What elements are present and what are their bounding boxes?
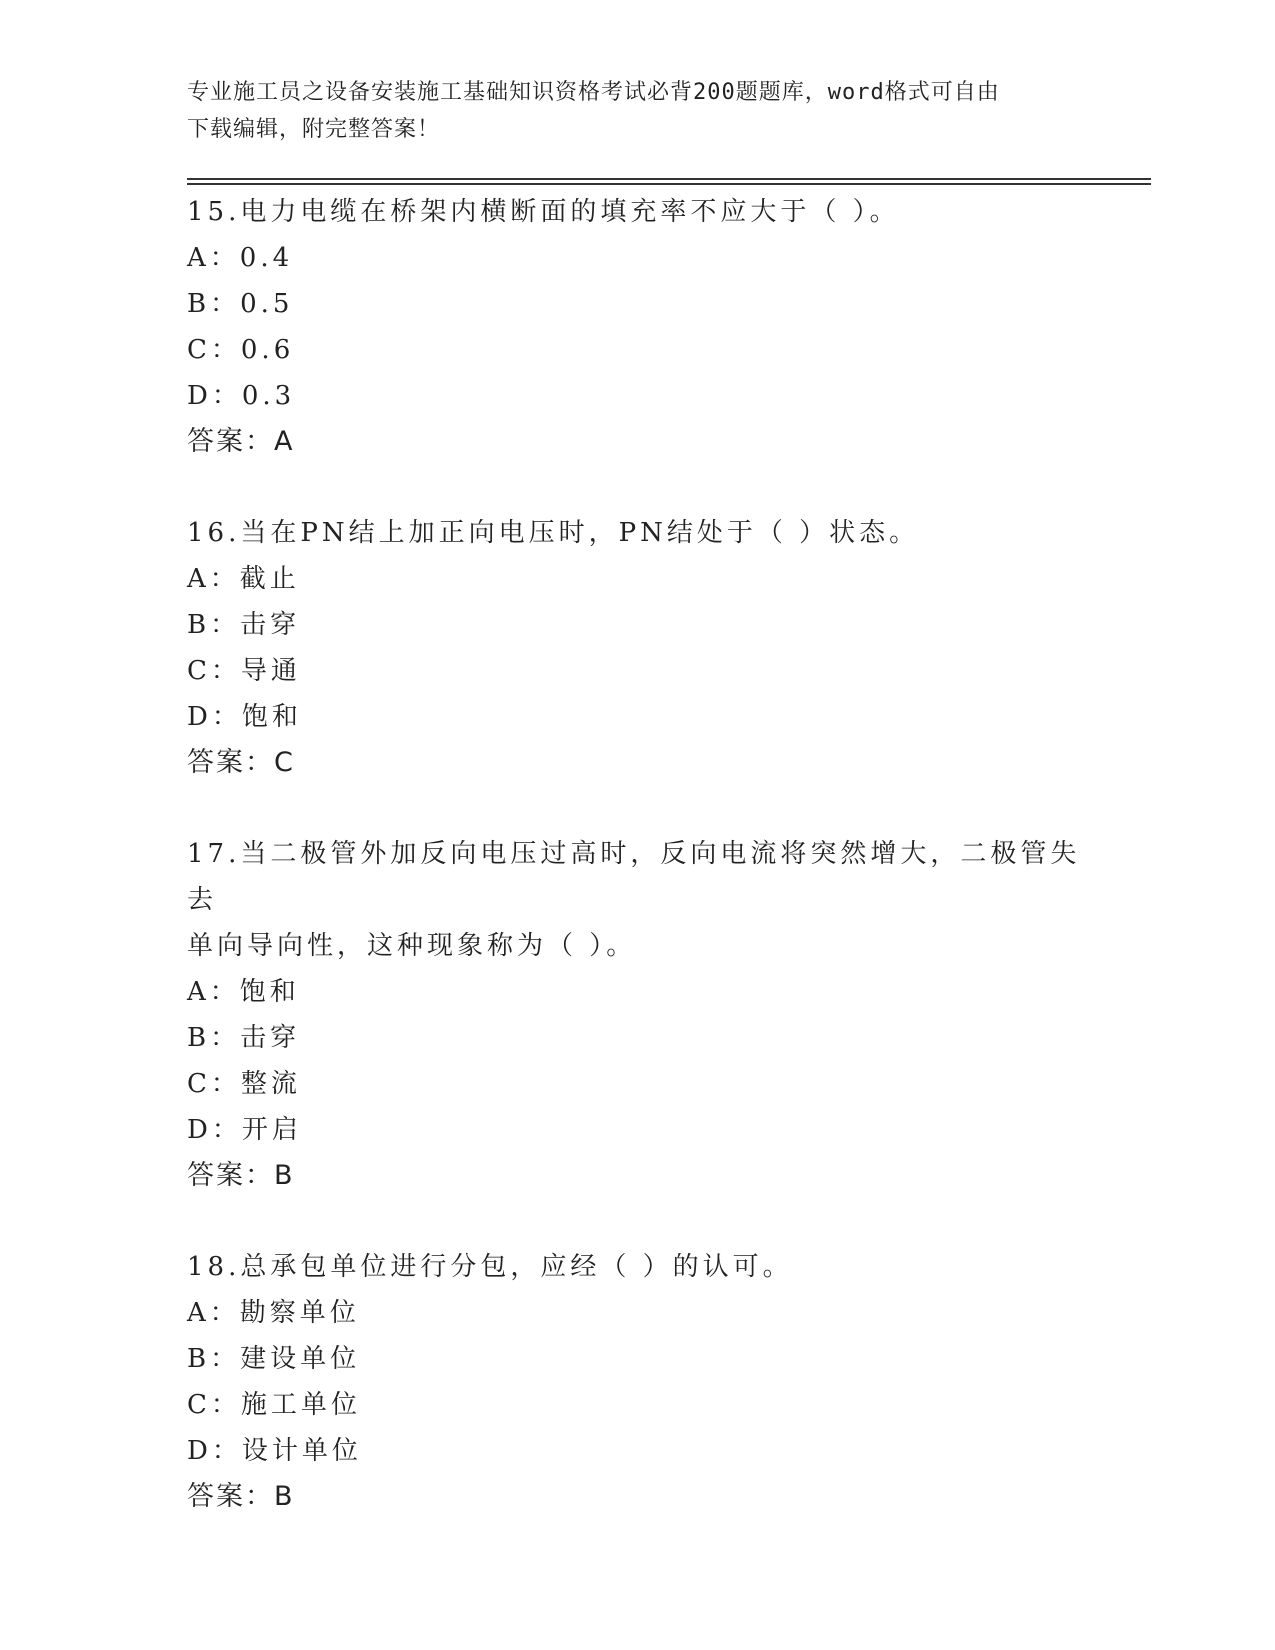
question-16 <box>187 510 1087 786</box>
question-title: 15.电力电缆在桥架内横断面的填充率不应大于（ ）。 <box>187 197 900 227</box>
question-title: 16.当在PN结上加正向电压时，PN结处于（ ）状态。 <box>187 518 920 548</box>
question-title-line-2: 单向导向性，这种现象称为（ ）。 <box>187 931 637 961</box>
answer-label: 答案：A <box>187 426 295 457</box>
option-d: D：设计单位 <box>187 1436 362 1466</box>
option-a: A：勘察单位 <box>187 1298 360 1328</box>
question-15 <box>187 189 1087 465</box>
answer-label: 答案：B <box>187 1160 295 1191</box>
option-c: C：0.6 <box>187 335 295 365</box>
option-a: A：饱和 <box>187 977 300 1007</box>
header-line-2: 下载编辑，附完整答案！ <box>187 117 441 142</box>
question-title: 18.总承包单位进行分包，应经（ ）的认可。 <box>187 1252 793 1282</box>
answer-label: 答案：B <box>187 1481 295 1512</box>
header-divider-top <box>187 178 1151 180</box>
question-list <box>187 189 1087 1520</box>
document-header <box>187 74 1067 148</box>
option-b: B：0.5 <box>187 289 294 319</box>
header-line-1: 专业施工员之设备安装施工基础知识资格考试必背200题题库，word格式可自由 <box>187 80 1000 105</box>
option-a: A：截止 <box>187 564 300 594</box>
option-d: D：饱和 <box>187 702 302 732</box>
option-c: C：整流 <box>187 1069 301 1099</box>
header-divider-bottom <box>187 183 1151 185</box>
option-d: D：开启 <box>187 1115 302 1145</box>
answer-label: 答案：C <box>187 747 295 778</box>
option-c: C：施工单位 <box>187 1390 361 1420</box>
option-b: B：击穿 <box>187 1023 301 1053</box>
option-a: A：0.4 <box>187 243 294 273</box>
question-18 <box>187 1244 1087 1520</box>
option-b: B：击穿 <box>187 610 301 640</box>
question-title-line-1: 17.当二极管外加反向电压过高时，反向电流将突然增大，二极管失去 <box>187 839 1081 915</box>
option-c: C：导通 <box>187 656 301 686</box>
option-d: D：0.3 <box>187 381 296 411</box>
option-b: B：建设单位 <box>187 1344 361 1374</box>
question-17 <box>187 831 1087 1199</box>
